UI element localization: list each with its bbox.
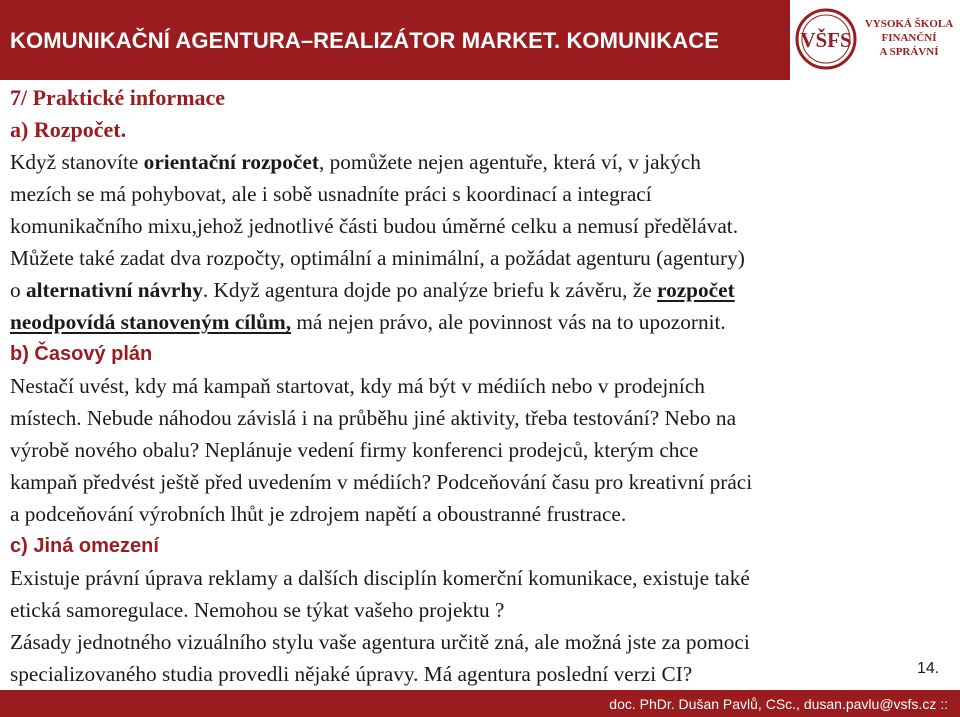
text-line: výrobě nového obalu? Neplánuje vedení firmy konferenci prodejců, kterým chce xyxy=(10,438,699,462)
text-line: Zásady jednotného vizuálního stylu vaše agentura určitě zná, ale možná jste za pomoci xyxy=(10,630,750,654)
text-line: o alternativní návrhy. Když agentura dojde po analýze briefu k závěru, že rozpočet xyxy=(10,278,735,302)
slide-content xyxy=(10,82,945,690)
page-title: KOMUNIKAČNÍ AGENTURA–REALIZÁTOR MARKET. KOMUNIKACE xyxy=(10,28,719,53)
text-line: Existuje právní úprava reklamy a dalších disciplín komerční komunikace, existuje také xyxy=(10,566,750,590)
text-line: neodpovídá stanoveným cílům, má nejen právo, ale povinnost vás na to upozornit. xyxy=(10,310,726,334)
footer-bar xyxy=(0,690,960,717)
subsection-title-schedule: b) Časový plán xyxy=(10,343,153,365)
page-number: 14. xyxy=(917,660,940,677)
text-line: Můžete také zadat dva rozpočty, optimální a minimální, a požádat agenturu (agentury) xyxy=(10,246,745,270)
logo-line: FINANČNÍ xyxy=(881,32,937,44)
text-line: specializovaného studia provedli nějaké úpravy. Má agentura poslední verzi CI? xyxy=(10,662,693,686)
logo-school-name xyxy=(864,17,954,59)
text-line: komunikačního mixu,jehož jednotlivé části budou úměrné celku a nemusí předělávat. xyxy=(10,214,739,238)
section-title: 7/ Praktické informace xyxy=(10,85,226,110)
text-line: Když stanovíte orientační rozpočet, pomůžete nejen agentuře, která ví, v jakých xyxy=(10,150,701,174)
subsection-title-budget: a) Rozpočet. xyxy=(10,117,127,142)
footer-author: doc. PhDr. Dušan Pavlů, CSc., dusan.pavlu@vsfs.cz :: xyxy=(609,696,948,712)
text-line: etická samoregulace. Nemohou se týkat vašeho projektu ? xyxy=(10,598,505,622)
text-line: místech. Nebude náhodou závislá i na průběhu jiné aktivity, třeba testování? Nebo na xyxy=(10,406,737,430)
school-logo xyxy=(790,0,960,80)
subsection-title-other-limits: c) Jiná omezení xyxy=(10,535,159,557)
header-bar xyxy=(0,0,790,80)
vsfs-logo-icon xyxy=(795,8,857,70)
text-line: mezích se má pohybovat, ale i sobě usnadníte práci s koordinací a integrací xyxy=(10,182,652,206)
text-line: a podceňování výrobních lhůt je zdrojem napětí a oboustranné frustrace. xyxy=(10,502,627,526)
logo-line: VYSOKÁ ŠKOLA xyxy=(864,18,954,30)
logo-letters: VŠFS xyxy=(800,28,852,52)
text-line: Nestačí uvést, kdy má kampaň startovat, kdy má být v médiích nebo v prodejních xyxy=(10,374,705,398)
text-line: kampaň předvést ještě před uvedením v médiích? Podceňování času pro kreativní práci xyxy=(10,470,753,494)
logo-line: A SPRÁVNÍ xyxy=(879,46,939,58)
